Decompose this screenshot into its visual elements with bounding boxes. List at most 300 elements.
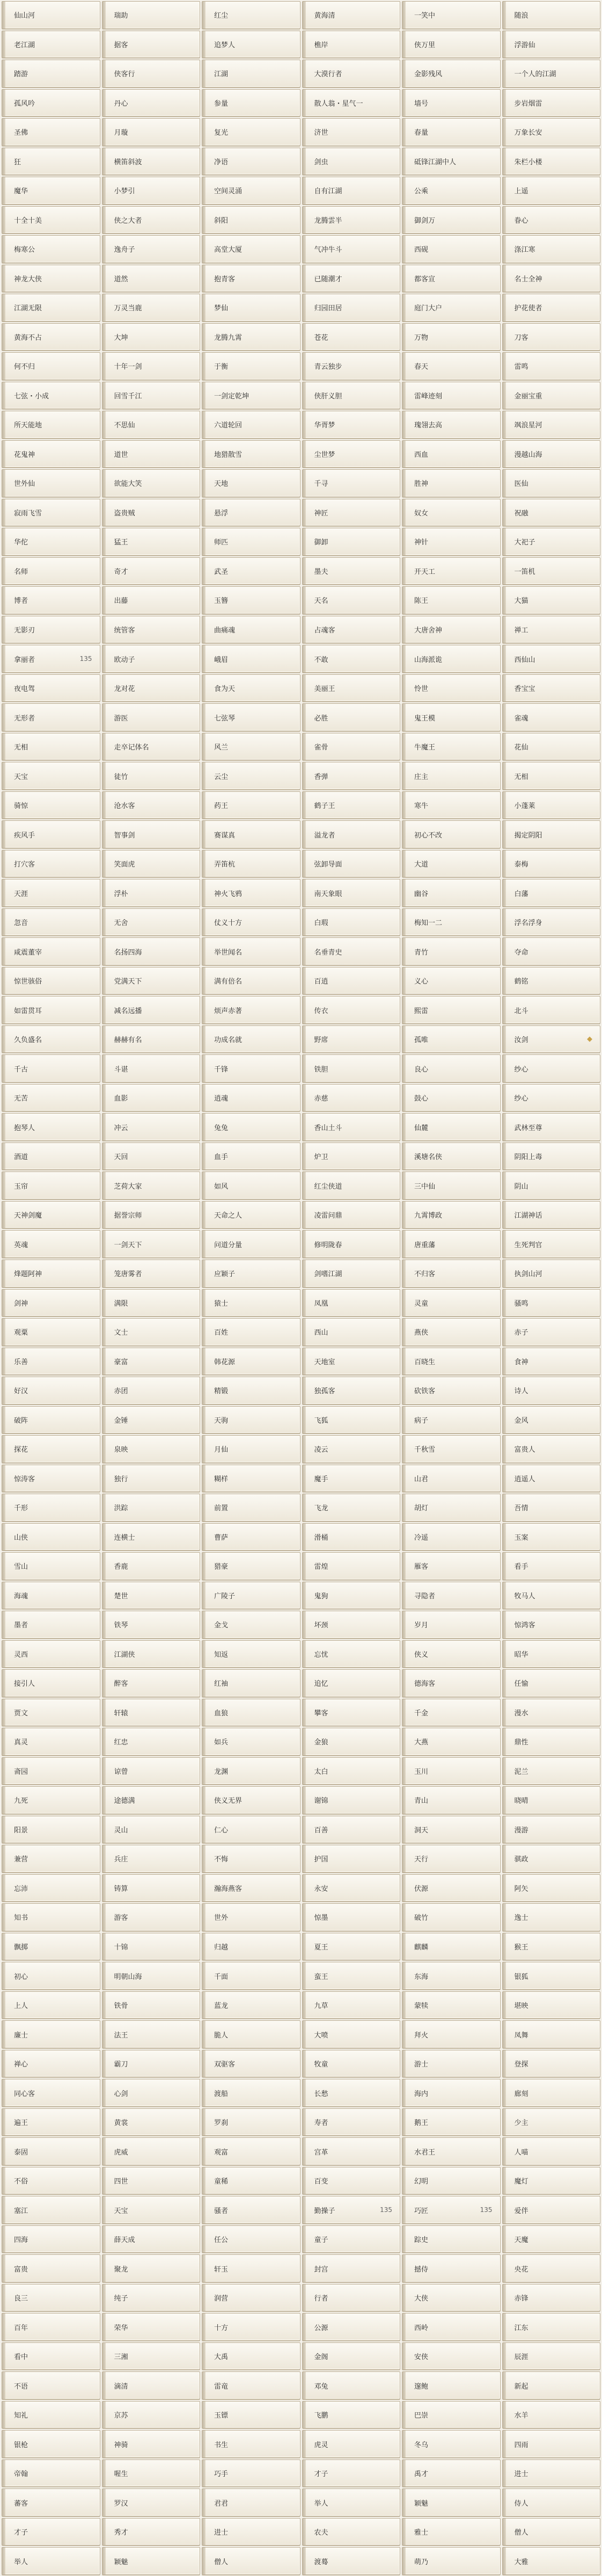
title-cell[interactable] bbox=[202, 996, 300, 1024]
title-cell[interactable] bbox=[202, 1874, 300, 1902]
title-cell[interactable] bbox=[502, 2371, 601, 2399]
title-cell[interactable] bbox=[502, 2430, 601, 2458]
title-cell[interactable] bbox=[202, 2196, 300, 2224]
title-cell[interactable] bbox=[2, 586, 100, 614]
title-cell[interactable] bbox=[502, 1933, 601, 1961]
title-cell[interactable] bbox=[302, 1084, 401, 1112]
title-cell[interactable] bbox=[502, 2196, 601, 2224]
title-cell[interactable] bbox=[202, 1377, 300, 1405]
title-cell[interactable] bbox=[202, 2108, 300, 2136]
title-cell[interactable] bbox=[402, 2020, 501, 2048]
title-cell[interactable] bbox=[2, 1318, 100, 1346]
title-cell[interactable] bbox=[102, 1786, 201, 1814]
title-cell[interactable] bbox=[402, 2108, 501, 2136]
title-cell[interactable] bbox=[2, 440, 100, 468]
title-cell[interactable] bbox=[202, 937, 300, 965]
title-cell[interactable] bbox=[502, 2459, 601, 2487]
title-cell[interactable] bbox=[102, 148, 201, 176]
title-cell[interactable] bbox=[102, 820, 201, 848]
title-cell[interactable] bbox=[402, 499, 501, 527]
title-cell[interactable] bbox=[102, 469, 201, 497]
title-cell[interactable] bbox=[102, 733, 201, 761]
title-cell[interactable] bbox=[102, 2020, 201, 2048]
title-cell[interactable] bbox=[302, 937, 401, 965]
title-cell[interactable] bbox=[502, 1289, 601, 1317]
title-cell[interactable] bbox=[202, 1054, 300, 1082]
title-cell[interactable] bbox=[502, 879, 601, 907]
title-cell[interactable] bbox=[102, 2225, 201, 2253]
title-cell[interactable] bbox=[2, 235, 100, 263]
title-cell[interactable] bbox=[102, 528, 201, 556]
title-cell[interactable] bbox=[402, 2079, 501, 2107]
title-cell[interactable] bbox=[102, 1201, 201, 1229]
title-cell[interactable] bbox=[402, 1669, 501, 1697]
title-cell[interactable] bbox=[302, 2254, 401, 2282]
title-cell[interactable] bbox=[502, 791, 601, 819]
title-cell[interactable] bbox=[2, 996, 100, 1024]
title-cell[interactable] bbox=[2, 791, 100, 819]
title-cell[interactable] bbox=[102, 440, 201, 468]
title-cell[interactable] bbox=[2, 2371, 100, 2399]
title-cell[interactable] bbox=[2, 674, 100, 702]
title-cell[interactable] bbox=[302, 1816, 401, 1844]
title-cell[interactable] bbox=[402, 1874, 501, 1902]
title-cell[interactable] bbox=[502, 2079, 601, 2107]
title-cell[interactable] bbox=[102, 1406, 201, 1434]
title-cell[interactable] bbox=[302, 411, 401, 439]
title-cell[interactable] bbox=[502, 1874, 601, 1902]
title-cell[interactable] bbox=[302, 733, 401, 761]
title-cell[interactable] bbox=[502, 1991, 601, 2019]
title-cell[interactable] bbox=[402, 820, 501, 848]
title-cell[interactable] bbox=[202, 1084, 300, 1112]
title-cell[interactable] bbox=[102, 1845, 201, 1873]
title-cell[interactable] bbox=[302, 2371, 401, 2399]
title-cell[interactable] bbox=[102, 177, 201, 205]
title-cell[interactable] bbox=[302, 1991, 401, 2019]
title-cell[interactable] bbox=[202, 118, 300, 146]
title-cell[interactable] bbox=[102, 89, 201, 117]
title-cell[interactable] bbox=[302, 323, 401, 351]
title-cell[interactable] bbox=[302, 2430, 401, 2458]
title-cell[interactable] bbox=[102, 1991, 201, 2019]
title-cell[interactable] bbox=[502, 206, 601, 234]
title-cell[interactable] bbox=[502, 616, 601, 644]
title-cell[interactable] bbox=[102, 1523, 201, 1551]
title-cell[interactable] bbox=[502, 1640, 601, 1668]
title-cell[interactable] bbox=[202, 1611, 300, 1639]
title-cell[interactable] bbox=[402, 908, 501, 936]
title-cell[interactable] bbox=[202, 382, 300, 410]
title-cell[interactable] bbox=[502, 1435, 601, 1463]
title-cell[interactable] bbox=[2, 908, 100, 936]
title-cell[interactable] bbox=[202, 89, 300, 117]
title-cell[interactable] bbox=[402, 1699, 501, 1727]
title-cell[interactable] bbox=[402, 1611, 501, 1639]
title-cell[interactable] bbox=[302, 1903, 401, 1931]
title-cell[interactable] bbox=[102, 2342, 201, 2370]
title-cell[interactable] bbox=[402, 60, 501, 88]
title-cell[interactable] bbox=[402, 1552, 501, 1580]
title-cell[interactable] bbox=[202, 1494, 300, 1522]
title-cell[interactable] bbox=[202, 2342, 300, 2370]
title-cell[interactable] bbox=[2, 1757, 100, 1785]
title-cell[interactable] bbox=[2, 1113, 100, 1141]
title-cell[interactable] bbox=[502, 1611, 601, 1639]
title-cell[interactable] bbox=[402, 1406, 501, 1434]
title-cell[interactable] bbox=[2, 1933, 100, 1961]
title-cell[interactable] bbox=[102, 118, 201, 146]
title-cell[interactable] bbox=[202, 762, 300, 790]
title-cell[interactable] bbox=[2, 1025, 100, 1053]
title-cell[interactable] bbox=[502, 1260, 601, 1287]
title-cell[interactable] bbox=[302, 2020, 401, 2048]
title-cell[interactable] bbox=[202, 1025, 300, 1053]
title-cell[interactable] bbox=[102, 1962, 201, 1990]
title-cell[interactable] bbox=[2, 148, 100, 176]
title-cell[interactable] bbox=[402, 1757, 501, 1785]
title-cell[interactable] bbox=[302, 2050, 401, 2078]
title-cell[interactable] bbox=[502, 265, 601, 293]
title-cell[interactable] bbox=[202, 235, 300, 263]
title-cell[interactable] bbox=[2, 645, 100, 673]
title-cell[interactable] bbox=[302, 1933, 401, 1961]
title-cell[interactable] bbox=[202, 411, 300, 439]
title-cell[interactable] bbox=[502, 118, 601, 146]
title-cell[interactable] bbox=[502, 1962, 601, 1990]
title-cell[interactable] bbox=[502, 1377, 601, 1405]
title-cell[interactable] bbox=[202, 1816, 300, 1844]
title-cell[interactable] bbox=[2, 1348, 100, 1376]
title-cell[interactable] bbox=[502, 1113, 601, 1141]
title-cell[interactable] bbox=[2, 1143, 100, 1170]
title-cell[interactable] bbox=[2, 1582, 100, 1610]
title-cell[interactable] bbox=[202, 1991, 300, 2019]
title-cell[interactable] bbox=[2, 1406, 100, 1434]
title-cell[interactable] bbox=[302, 1260, 401, 1287]
title-cell[interactable] bbox=[502, 937, 601, 965]
title-cell[interactable] bbox=[102, 1640, 201, 1668]
title-cell[interactable] bbox=[102, 1, 201, 29]
title-cell[interactable] bbox=[202, 1201, 300, 1229]
title-cell[interactable] bbox=[402, 937, 501, 965]
title-cell[interactable] bbox=[202, 2488, 300, 2516]
title-cell[interactable] bbox=[502, 2137, 601, 2165]
title-cell[interactable] bbox=[2, 2137, 100, 2165]
title-cell[interactable] bbox=[502, 733, 601, 761]
title-cell[interactable] bbox=[2, 60, 100, 88]
title-cell[interactable] bbox=[402, 1991, 501, 2019]
title-cell[interactable] bbox=[402, 674, 501, 702]
title-cell[interactable] bbox=[402, 1318, 501, 1346]
title-cell[interactable] bbox=[102, 1494, 201, 1522]
title-cell[interactable] bbox=[2, 703, 100, 731]
title-cell[interactable] bbox=[202, 1348, 300, 1376]
title-cell[interactable] bbox=[202, 850, 300, 878]
title-cell[interactable] bbox=[102, 2284, 201, 2312]
title-cell[interactable] bbox=[2, 1377, 100, 1405]
title-cell[interactable] bbox=[302, 1845, 401, 1873]
title-cell[interactable] bbox=[402, 1143, 501, 1170]
title-cell[interactable] bbox=[302, 2488, 401, 2516]
title-cell[interactable] bbox=[2, 2079, 100, 2107]
title-cell[interactable] bbox=[302, 440, 401, 468]
title-cell[interactable] bbox=[2, 499, 100, 527]
title-cell[interactable] bbox=[2, 2254, 100, 2282]
title-cell[interactable] bbox=[102, 996, 201, 1024]
title-cell[interactable] bbox=[402, 31, 501, 59]
title-cell[interactable] bbox=[402, 1171, 501, 1199]
title-cell[interactable] bbox=[202, 265, 300, 293]
title-cell[interactable] bbox=[202, 2137, 300, 2165]
title-cell[interactable] bbox=[502, 89, 601, 117]
title-cell[interactable] bbox=[202, 967, 300, 995]
title-cell[interactable] bbox=[402, 469, 501, 497]
title-cell[interactable] bbox=[202, 1260, 300, 1287]
title-cell[interactable] bbox=[302, 148, 401, 176]
title-cell[interactable] bbox=[502, 469, 601, 497]
title-cell[interactable] bbox=[2, 937, 100, 965]
title-cell[interactable] bbox=[502, 674, 601, 702]
title-cell[interactable] bbox=[302, 1728, 401, 1756]
title-cell[interactable] bbox=[302, 1874, 401, 1902]
title-cell[interactable] bbox=[302, 89, 401, 117]
title-cell[interactable] bbox=[402, 2167, 501, 2195]
title-cell[interactable] bbox=[302, 791, 401, 819]
title-cell[interactable] bbox=[502, 1757, 601, 1785]
title-cell[interactable] bbox=[102, 499, 201, 527]
title-cell[interactable] bbox=[2, 1, 100, 29]
title-cell[interactable] bbox=[102, 1113, 201, 1141]
title-cell[interactable] bbox=[402, 1523, 501, 1551]
title-cell[interactable] bbox=[302, 1786, 401, 1814]
title-cell[interactable] bbox=[502, 703, 601, 731]
title-cell[interactable] bbox=[202, 440, 300, 468]
title-cell[interactable] bbox=[202, 1318, 300, 1346]
title-cell[interactable] bbox=[102, 2518, 201, 2546]
title-cell[interactable] bbox=[402, 265, 501, 293]
title-cell[interactable] bbox=[402, 2401, 501, 2429]
title-cell[interactable] bbox=[502, 2488, 601, 2516]
title-cell[interactable] bbox=[102, 1054, 201, 1082]
title-cell[interactable] bbox=[2, 528, 100, 556]
title-cell[interactable] bbox=[102, 1465, 201, 1493]
title-cell[interactable] bbox=[202, 2313, 300, 2341]
title-cell[interactable] bbox=[2, 850, 100, 878]
title-cell[interactable] bbox=[202, 908, 300, 936]
title-cell[interactable] bbox=[2, 469, 100, 497]
title-cell[interactable] bbox=[302, 499, 401, 527]
title-cell[interactable] bbox=[402, 89, 501, 117]
title-cell[interactable] bbox=[502, 2547, 601, 2575]
title-cell[interactable] bbox=[402, 1494, 501, 1522]
title-cell[interactable] bbox=[402, 1962, 501, 1990]
title-cell[interactable] bbox=[2, 2430, 100, 2458]
title-cell[interactable] bbox=[102, 1377, 201, 1405]
title-cell[interactable] bbox=[302, 1143, 401, 1170]
title-cell[interactable] bbox=[202, 499, 300, 527]
title-cell[interactable] bbox=[502, 850, 601, 878]
title-cell[interactable] bbox=[102, 967, 201, 995]
title-cell[interactable] bbox=[202, 2371, 300, 2399]
title-cell[interactable] bbox=[302, 1230, 401, 1258]
title-cell[interactable] bbox=[202, 1845, 300, 1873]
title-cell[interactable] bbox=[102, 352, 201, 380]
title-cell[interactable] bbox=[102, 2430, 201, 2458]
title-cell[interactable] bbox=[202, 2284, 300, 2312]
title-cell[interactable] bbox=[102, 323, 201, 351]
title-cell[interactable] bbox=[2, 1465, 100, 1493]
title-cell[interactable] bbox=[402, 879, 501, 907]
title-cell[interactable] bbox=[102, 645, 201, 673]
title-cell[interactable] bbox=[202, 177, 300, 205]
title-cell[interactable] bbox=[102, 60, 201, 88]
title-cell[interactable] bbox=[302, 177, 401, 205]
title-cell[interactable] bbox=[402, 2518, 501, 2546]
title-cell[interactable] bbox=[502, 1494, 601, 1522]
title-cell[interactable] bbox=[302, 206, 401, 234]
title-cell[interactable] bbox=[302, 1640, 401, 1668]
title-cell[interactable] bbox=[2, 177, 100, 205]
title-cell[interactable] bbox=[302, 1201, 401, 1229]
title-cell[interactable] bbox=[202, 2459, 300, 2487]
title-cell[interactable] bbox=[502, 2284, 601, 2312]
title-cell[interactable] bbox=[102, 791, 201, 819]
title-cell[interactable] bbox=[202, 60, 300, 88]
title-cell[interactable] bbox=[502, 1903, 601, 1931]
title-cell[interactable] bbox=[102, 1699, 201, 1727]
title-cell[interactable] bbox=[202, 1757, 300, 1785]
title-cell[interactable] bbox=[502, 1699, 601, 1727]
title-cell[interactable] bbox=[402, 235, 501, 263]
title-cell[interactable] bbox=[502, 352, 601, 380]
title-cell[interactable] bbox=[102, 2167, 201, 2195]
title-cell[interactable] bbox=[102, 2488, 201, 2516]
title-cell[interactable] bbox=[2, 1991, 100, 2019]
title-cell[interactable] bbox=[102, 557, 201, 585]
title-cell[interactable] bbox=[402, 1084, 501, 1112]
title-cell[interactable] bbox=[202, 616, 300, 644]
title-cell[interactable] bbox=[502, 2225, 601, 2253]
title-cell[interactable] bbox=[202, 1523, 300, 1551]
title-cell[interactable] bbox=[402, 206, 501, 234]
title-cell[interactable] bbox=[402, 2050, 501, 2078]
title-cell[interactable] bbox=[202, 674, 300, 702]
title-cell[interactable] bbox=[202, 2430, 300, 2458]
title-cell[interactable] bbox=[302, 2547, 401, 2575]
title-cell[interactable] bbox=[402, 967, 501, 995]
title-cell[interactable] bbox=[2, 382, 100, 410]
title-cell[interactable] bbox=[2, 1845, 100, 1873]
title-cell[interactable] bbox=[202, 2518, 300, 2546]
title-cell[interactable] bbox=[302, 586, 401, 614]
title-cell[interactable] bbox=[2, 1201, 100, 1229]
title-cell[interactable] bbox=[102, 2547, 201, 2575]
title-cell[interactable] bbox=[302, 1757, 401, 1785]
title-cell[interactable] bbox=[102, 1903, 201, 1931]
title-cell[interactable] bbox=[502, 499, 601, 527]
title-cell[interactable] bbox=[302, 1523, 401, 1551]
title-cell[interactable] bbox=[202, 1113, 300, 1141]
title-cell[interactable] bbox=[302, 674, 401, 702]
title-cell[interactable] bbox=[102, 2371, 201, 2399]
title-cell[interactable] bbox=[302, 1582, 401, 1610]
title-cell[interactable] bbox=[2, 1962, 100, 1990]
title-cell[interactable] bbox=[302, 645, 401, 673]
title-cell[interactable] bbox=[102, 206, 201, 234]
title-cell[interactable] bbox=[2, 2459, 100, 2487]
title-cell[interactable] bbox=[302, 908, 401, 936]
title-cell[interactable] bbox=[102, 616, 201, 644]
title-cell[interactable] bbox=[302, 294, 401, 322]
title-cell[interactable] bbox=[402, 2342, 501, 2370]
title-cell[interactable] bbox=[502, 2401, 601, 2429]
title-cell[interactable] bbox=[102, 2108, 201, 2136]
title-cell[interactable] bbox=[402, 440, 501, 468]
title-cell[interactable] bbox=[502, 762, 601, 790]
title-cell[interactable] bbox=[2, 1816, 100, 1844]
title-cell[interactable] bbox=[2, 2167, 100, 2195]
title-cell[interactable] bbox=[202, 1786, 300, 1814]
title-cell[interactable] bbox=[502, 586, 601, 614]
title-cell[interactable] bbox=[502, 382, 601, 410]
title-cell[interactable] bbox=[202, 2020, 300, 2048]
title-cell[interactable] bbox=[2, 1552, 100, 1580]
title-cell[interactable] bbox=[202, 1289, 300, 1317]
title-cell[interactable] bbox=[2, 323, 100, 351]
title-cell[interactable] bbox=[402, 762, 501, 790]
title-cell[interactable] bbox=[302, 762, 401, 790]
title-cell[interactable] bbox=[2, 1699, 100, 1727]
title-cell[interactable] bbox=[202, 469, 300, 497]
title-cell[interactable] bbox=[302, 2284, 401, 2312]
title-cell[interactable] bbox=[302, 820, 401, 848]
title-cell[interactable] bbox=[302, 1552, 401, 1580]
title-cell[interactable] bbox=[502, 645, 601, 673]
title-cell[interactable] bbox=[402, 1054, 501, 1082]
title-cell[interactable] bbox=[2, 2196, 100, 2224]
title-cell[interactable] bbox=[2, 1494, 100, 1522]
title-cell[interactable] bbox=[102, 1933, 201, 1961]
title-cell[interactable] bbox=[2, 879, 100, 907]
title-cell[interactable] bbox=[2, 2108, 100, 2136]
title-cell[interactable] bbox=[202, 352, 300, 380]
title-cell[interactable] bbox=[302, 1, 401, 29]
title-cell[interactable] bbox=[2, 1084, 100, 1112]
title-cell[interactable] bbox=[402, 1845, 501, 1873]
title-cell[interactable] bbox=[102, 586, 201, 614]
title-cell[interactable] bbox=[302, 31, 401, 59]
title-cell[interactable] bbox=[2, 1640, 100, 1668]
title-cell[interactable] bbox=[302, 2342, 401, 2370]
title-cell[interactable] bbox=[402, 996, 501, 1024]
title-cell[interactable] bbox=[102, 1230, 201, 1258]
title-cell[interactable] bbox=[502, 1054, 601, 1082]
title-cell[interactable] bbox=[402, 1260, 501, 1287]
title-cell[interactable] bbox=[102, 1728, 201, 1756]
title-cell[interactable] bbox=[402, 1377, 501, 1405]
title-cell[interactable] bbox=[502, 820, 601, 848]
title-cell[interactable] bbox=[2, 1289, 100, 1317]
title-cell[interactable] bbox=[502, 294, 601, 322]
title-cell[interactable] bbox=[502, 2020, 601, 2048]
title-cell[interactable] bbox=[102, 2313, 201, 2341]
title-cell[interactable] bbox=[302, 1465, 401, 1493]
title-cell[interactable] bbox=[302, 382, 401, 410]
title-cell[interactable] bbox=[402, 1289, 501, 1317]
title-cell[interactable] bbox=[402, 2196, 501, 2224]
title-cell[interactable] bbox=[502, 2167, 601, 2195]
